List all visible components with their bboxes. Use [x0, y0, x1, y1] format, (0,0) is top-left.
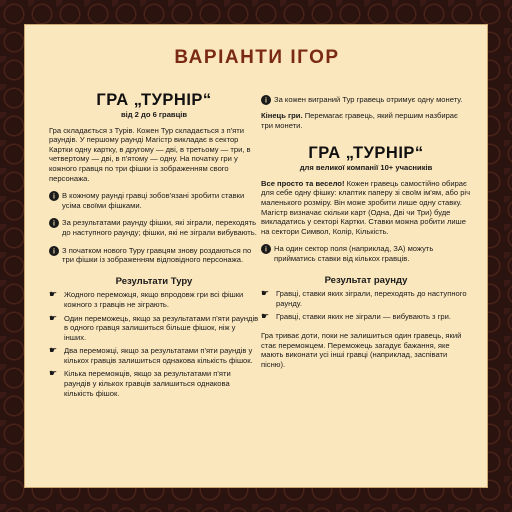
result-text: Кілька переможців, якщо за результатами п'яти раундів у кількох гравців залишиться однакова кількість фішок. — [64, 369, 231, 398]
result-item — [49, 290, 259, 309]
pointing-hand-icon: ☛ — [261, 311, 270, 322]
result-item — [49, 314, 259, 343]
result-text: Жодного переможця, якщо впродовж гри всі фішки кожного з гравців не зіграють. — [64, 290, 244, 309]
end-text: Перемагає гравець, який першим назбирає три монети. — [261, 111, 458, 130]
results-title: Результати Туру — [115, 275, 193, 287]
rule-item — [49, 218, 259, 237]
svg-text:i: i — [265, 246, 267, 254]
tournament-subtitle: від 2 до 6 гравців — [120, 110, 188, 119]
result-text: Один переможець, якщо за результатами п'яти раундів в одного гравця залишиться більше фішок, ніж у інших. — [64, 313, 259, 342]
tournament-intro: Гра складається з Турів. Кожен Тур складається з п'яти раундів. У першому раунді Магістр викладає в сектор Картки одну картку, в другому — дві, в третьому — три, в четвертому — дві, в п'ятому — одну. На початку гри у кожного гравця по три фішки із зображенням свого персонажа. — [49, 125, 251, 183]
party-title: ГРА „ТУРНІР“ — [308, 144, 424, 163]
info-icon — [49, 218, 59, 228]
svg-text:i: i — [53, 220, 55, 228]
party-subtitle: для великої компанії 10+ учасників — [299, 163, 433, 173]
svg-text:i: i — [265, 97, 267, 105]
left-column — [49, 91, 259, 398]
rule-text: За кожен виграний Тур гравець отримує одну монету. — [274, 95, 463, 104]
tournament-title: ГРА „ТУРНІР“ — [96, 91, 212, 109]
info-icon — [261, 244, 271, 254]
result-item — [49, 346, 259, 365]
pointing-hand-icon: ☛ — [49, 345, 58, 356]
rule-item — [49, 246, 259, 265]
rule-text: В кожному раунді гравці зобов'язані зробити ставки усіма своїми фішками. — [62, 191, 245, 210]
rule-text: З початком нового Туру гравцям знову роздаються по три фішки із зображенням відповідного персонажа. — [62, 245, 252, 265]
rule-text: На один сектор поля (наприклад, ЗА) можуть прийматись ставки від кількох гравців. — [274, 244, 434, 263]
pointing-hand-icon: ☛ — [49, 312, 58, 323]
result-text: Гравці, ставки яких не зіграли — вибувають з гри. — [276, 312, 451, 322]
party-outro: Гра триває доти, поки не залишиться один гравець, який стає переможцем. Переможець загадує бажання, яке мають виконати усі інші гравці (наприклад, заспівати пісню). — [261, 330, 462, 369]
pointing-hand-icon: ☛ — [49, 368, 58, 379]
result-item — [49, 369, 259, 398]
result-text: Гравці, ставки яких зіграли, переходять до наступного раунду. — [276, 289, 467, 308]
party-intro — [261, 179, 471, 237]
svg-text:i: i — [53, 193, 55, 201]
rule-item — [261, 95, 471, 105]
page-title: ВАРІАНТИ ІГОР — [174, 47, 340, 68]
pointing-hand-icon: ☛ — [261, 288, 270, 299]
round-results-title: Результат раунду — [324, 274, 408, 286]
result-text: Два переможці, якщо за результатами п'яти раундів у кількох гравців залишиться однакова кількість фішок. — [64, 346, 253, 365]
right-column — [261, 95, 471, 369]
result-item — [261, 312, 471, 322]
rules-panel — [24, 24, 488, 488]
party-intro-bold: Все просто та весело! — [261, 178, 345, 188]
rule-text: За результатами раунду фішки, які зіграли, переходять до наступного раунду; фішки, які не зіграли вибувають. — [62, 218, 257, 237]
info-icon — [49, 246, 59, 256]
pointing-hand-icon: ☛ — [49, 289, 58, 300]
svg-text:i: i — [53, 248, 55, 256]
info-icon — [261, 95, 271, 105]
end-label: Кінець гри. — [261, 111, 303, 120]
info-icon — [49, 191, 59, 201]
rule-item — [261, 244, 471, 263]
rule-item — [49, 191, 259, 210]
result-item — [261, 289, 471, 308]
end-of-game — [261, 111, 471, 130]
party-intro-text: Кожен гравець самостійно обирає для себе одну фішку: клаптик паперу зі своїм ім'ям, або річ маленького розміру. Він може зробити лише одну ставку. Магістр визначає скільки карт (Одна, Дві чи Три) буде викладатись у секторі Картки. Ставки можна робити лише на сектори Символ, Колір, Кількість. — [261, 178, 471, 236]
